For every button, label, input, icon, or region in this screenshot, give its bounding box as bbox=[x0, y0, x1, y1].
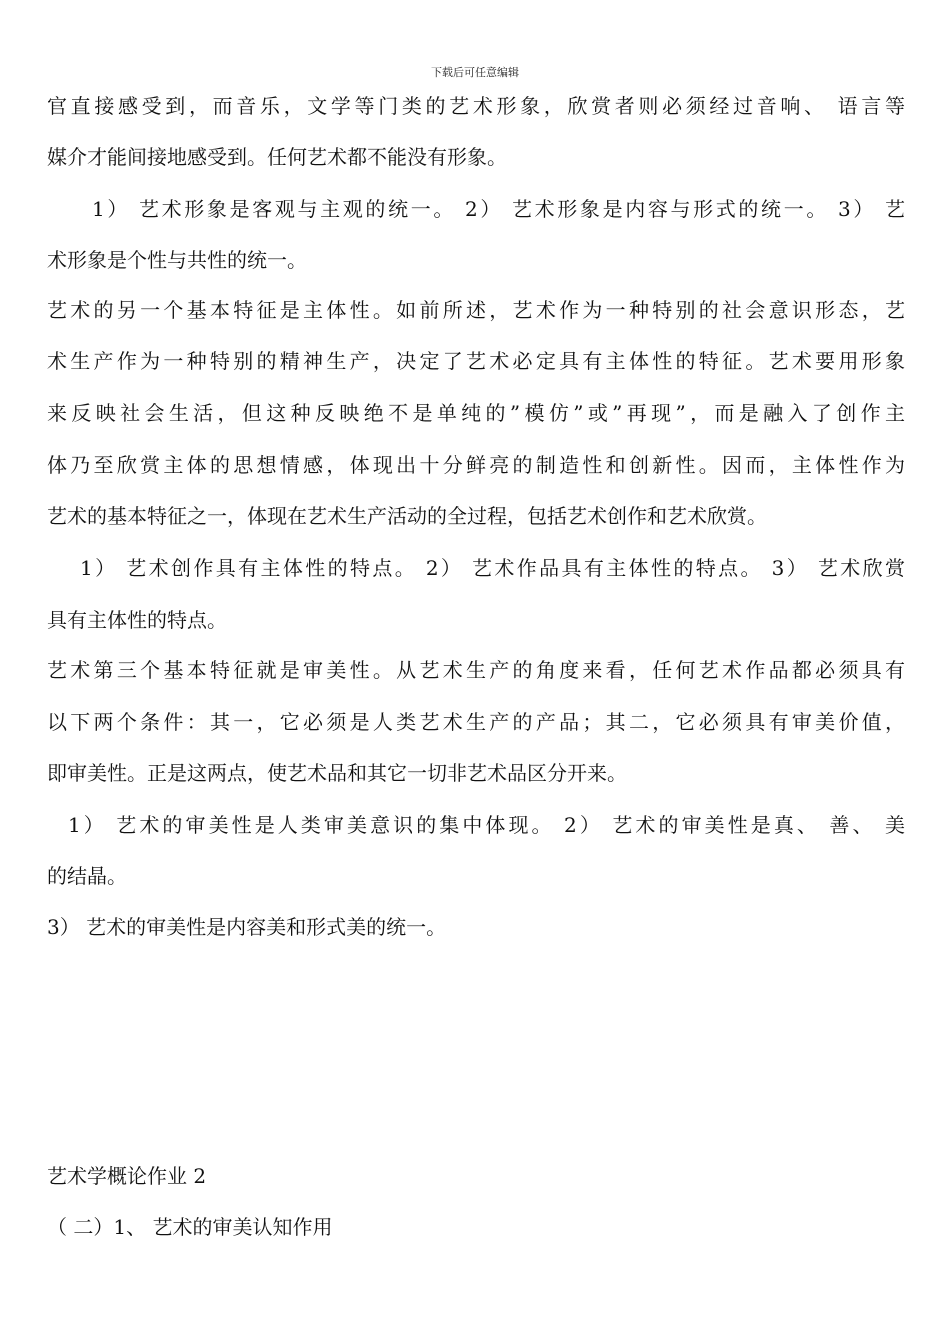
text-line: 术形象是个性与共性的统一。 bbox=[47, 248, 307, 272]
text-line: 的结晶。 bbox=[47, 864, 127, 888]
text-line: 艺术学概论作业 2 bbox=[47, 1164, 207, 1188]
text-line: 艺术的基本特征之一，体现在艺术生产活动的全过程，包括艺术创作和艺术欣赏。 bbox=[47, 504, 767, 528]
text-line: 即审美性。正是这两点，使艺术品和其它一切非艺术品区分开来。 bbox=[47, 761, 627, 785]
text-line: 来反映社会生活，但这种反映绝不是单纯的”模仿”或”再现”，而是融入了创作主 bbox=[47, 401, 905, 425]
page-header: 下载后可任意编辑 bbox=[431, 66, 519, 79]
text-line: 媒介才能间接地感受到。任何艺术都不能没有形象。 bbox=[47, 145, 507, 169]
text-line: 1） 艺术创作具有主体性的特点。 2） 艺术作品具有主体性的特点。 3） 艺术欣赏 bbox=[80, 556, 905, 580]
text-line: 艺术的另一个基本特征是主体性。如前所述，艺术作为一种特别的社会意识形态，艺 bbox=[47, 298, 905, 322]
text-line: 体乃至欣赏主体的思想情感，体现出十分鲜亮的制造性和创新性。因而，主体性作为 bbox=[47, 453, 905, 477]
text-line: 艺术第三个基本特征就是审美性。从艺术生产的角度来看，任何艺术作品都必须具有 bbox=[47, 658, 905, 682]
text-line: 以下两个条件：其一，它必须是人类艺术生产的产品；其二，它必须具有审美价值， bbox=[47, 710, 905, 734]
text-line: （ 二）1、 艺术的审美认知作用 bbox=[47, 1215, 333, 1239]
text-line: 1） 艺术形象是客观与主观的统一。 2） 艺术形象是内容与形式的统一。 3） 艺 bbox=[92, 197, 905, 221]
text-line: 具有主体性的特点。 bbox=[47, 608, 227, 632]
text-line: 3） 艺术的审美性是内容美和形式美的统一。 bbox=[47, 915, 447, 939]
text-line: 1） 艺术的审美性是人类审美意识的集中体现。 2） 艺术的审美性是真、 善、 美 bbox=[68, 813, 905, 837]
text-line: 术生产作为一种特别的精神生产，决定了艺术必定具有主体性的特征。艺术要用形象 bbox=[47, 349, 905, 373]
text-line: 官直接感受到，而音乐，文学等门类的艺术形象，欣赏者则必须经过音响、 语言等 bbox=[47, 94, 905, 118]
